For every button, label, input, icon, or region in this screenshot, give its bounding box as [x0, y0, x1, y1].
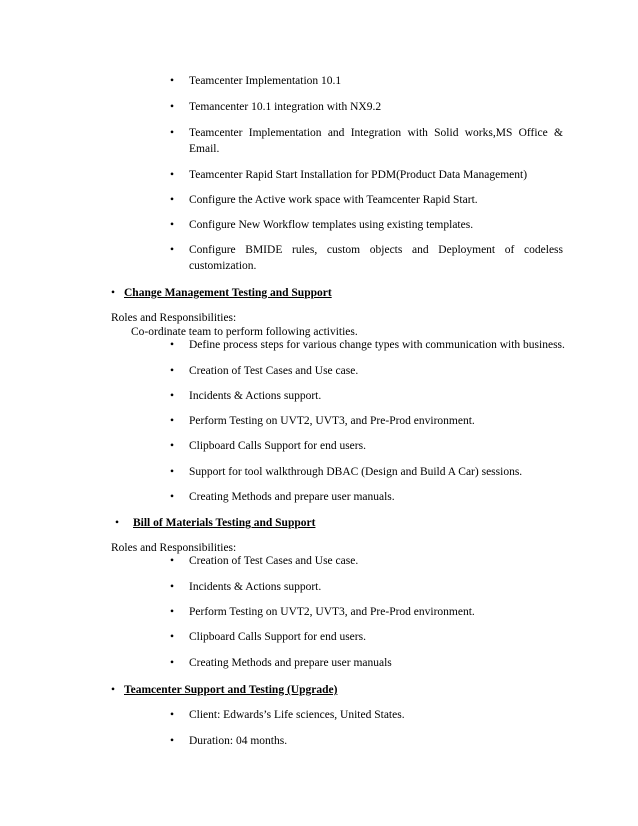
roles-label: Roles and Responsibilities: [111, 312, 237, 324]
list-item: Creation of Test Cases and Use case. [189, 555, 359, 567]
list-item: Incidents & Actions support. [189, 390, 322, 402]
list-item: Client: Edwards’s Life sciences, United States. [189, 709, 405, 721]
list-item: Configure the Active work space with Teamcenter Rapid Start. [189, 194, 478, 206]
list-item: Configure BMIDE rules, custom objects and Deployment of codeless [189, 244, 563, 256]
list-item: Clipboard Calls Support for end users. [189, 440, 366, 452]
list-item: Teamcenter Implementation and Integration with Solid works,MS Office & [189, 127, 563, 139]
list-item: Perform Testing on UVT2, UVT3, and Pre-Prod environment. [189, 415, 475, 427]
section-heading-bill-of-materials: Bill of Materials Testing and Support [133, 517, 316, 529]
bullet: • [170, 169, 175, 181]
list-item: Define process steps for various change types with communication with business. [189, 339, 565, 351]
bullet: • [170, 127, 175, 139]
list-item: Incidents & Actions support. [189, 581, 322, 593]
bullet: • [170, 244, 175, 256]
roles-label: Roles and Responsibilities: [111, 542, 237, 554]
section-bullet: • [115, 517, 120, 529]
bullet: • [170, 466, 175, 478]
bullet: • [170, 365, 175, 377]
list-item-continuation: Email. [189, 143, 220, 155]
list-item: Duration: 04 months. [189, 735, 288, 747]
section-heading-teamcenter-support: Teamcenter Support and Testing (Upgrade) [124, 684, 338, 696]
bullet: • [170, 75, 175, 87]
bullet: • [170, 440, 175, 452]
list-item: Support for tool walkthrough DBAC (Design and Build A Car) sessions. [189, 466, 523, 478]
list-item: Perform Testing on UVT2, UVT3, and Pre-Prod environment. [189, 606, 475, 618]
list-item-continuation: customization. [189, 260, 257, 272]
bullet: • [170, 581, 175, 593]
bullet: • [170, 657, 175, 669]
section-heading-change-management: Change Management Testing and Support [124, 287, 332, 299]
list-item: Creating Methods and prepare user manuals [189, 657, 392, 669]
bullet: • [170, 339, 175, 351]
list-item: Temancenter 10.1 integration with NX9.2 [189, 101, 382, 113]
bullet: • [170, 709, 175, 721]
list-item: Creating Methods and prepare user manuals. [189, 491, 395, 503]
section-bullet: • [111, 684, 116, 696]
bullet: • [170, 491, 175, 503]
bullet: • [170, 735, 175, 747]
bullet: • [170, 219, 175, 231]
bullet: • [170, 631, 175, 643]
bullet: • [170, 555, 175, 567]
list-item: Configure New Workflow templates using existing templates. [189, 219, 474, 231]
list-item: Clipboard Calls Support for end users. [189, 631, 366, 643]
list-item: Creation of Test Cases and Use case. [189, 365, 359, 377]
list-item: Teamcenter Implementation 10.1 [189, 75, 342, 87]
coordinate-text: Co-ordinate team to perform following activities. [131, 326, 358, 338]
bullet: • [170, 415, 175, 427]
bullet: • [170, 101, 175, 113]
bullet: • [170, 390, 175, 402]
bullet: • [170, 194, 175, 206]
section-bullet: • [111, 287, 116, 299]
list-item: Teamcenter Rapid Start Installation for PDM(Product Data Management) [189, 169, 528, 181]
bullet: • [170, 606, 175, 618]
